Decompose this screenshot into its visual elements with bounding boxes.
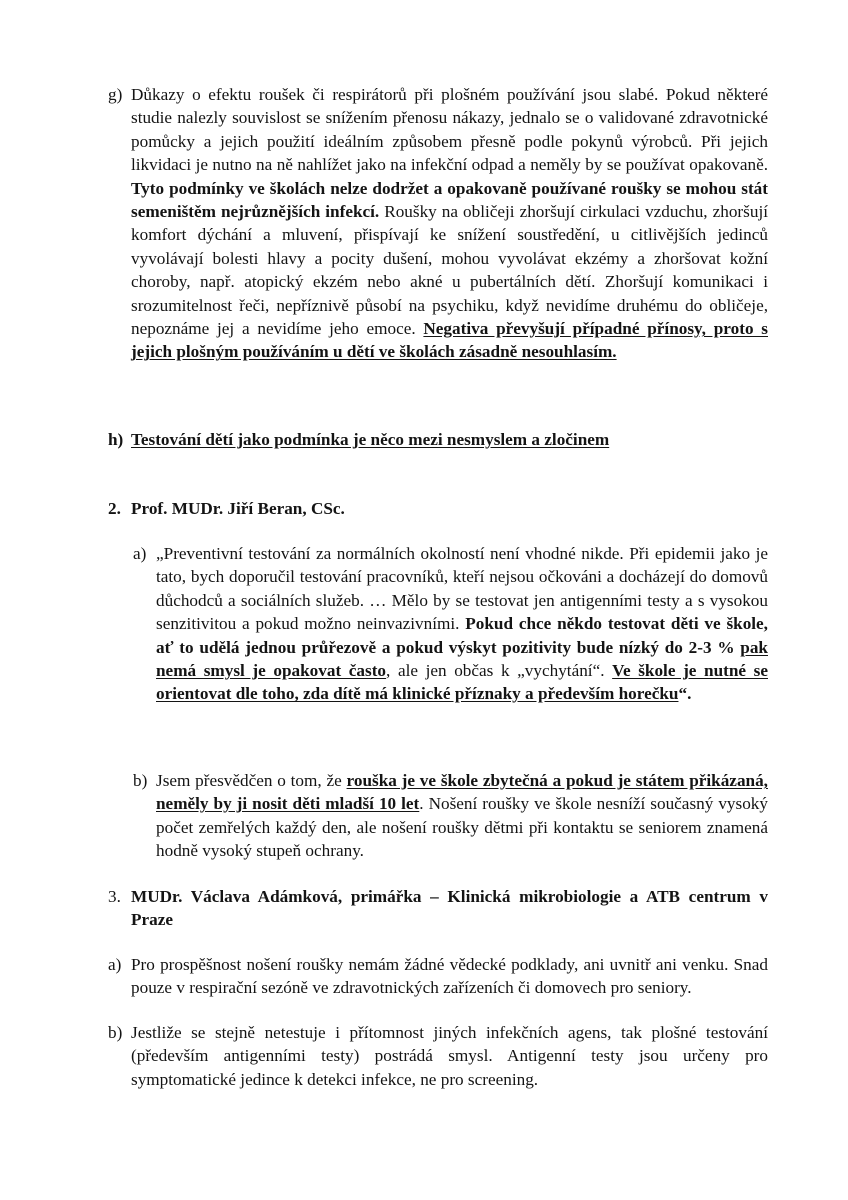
expert-3-item-a bbox=[108, 953, 768, 1000]
expert-2-item-a bbox=[133, 542, 768, 706]
section-g-text bbox=[131, 83, 768, 364]
section-h bbox=[108, 428, 768, 451]
section-g bbox=[108, 83, 768, 364]
text-run: Pokud chce někdo testovat děti ve škole, ať to udělá jednou průřezově a pokud výskyt pozitivity bude nízký do 2-3 % bbox=[156, 614, 768, 657]
text-run: pak nemá smysl je opakovat často bbox=[156, 637, 768, 681]
text-run: “. bbox=[678, 684, 692, 704]
expert-2-item-b-marker: b) bbox=[133, 771, 148, 790]
text-run: Negativa převyšují případné přínosy, proto s jejich plošným používáním u dětí ve školách zásadně nesouhlasím. bbox=[131, 319, 768, 362]
expert-3-item-a-marker: a) bbox=[108, 955, 122, 974]
text-run: rouška je ve škole zbytečná a pokud je státem přikázaná, neměly by ji nosit děti mladší 10 let bbox=[156, 771, 768, 814]
expert-3-item-b-marker: b) bbox=[108, 1023, 123, 1042]
text-run: . Nošení roušky ve škole nesníží současný vysoký počet zemřelých každý den, ale nošení roušky dětmi při kontaktu se seniorem znamená hodně vysoký stupeň ochrany. bbox=[156, 794, 768, 861]
expert-2-item-b bbox=[133, 769, 768, 863]
expert-2-item-b-text bbox=[156, 769, 768, 863]
text-run: „Preventivní testování za normálních okolností není vhodné nikde. Při epidemii jako je tato, bych doporučil testování pracovníků, kteří nejsou očkováni a docházejí do domovů důchodců a sociálních služeb. … Mělo by se testovat jen antigenními testy a s vysokou senzitivitou a pokud možno neinvazivními. bbox=[156, 544, 768, 634]
section-h-text: Testování dětí jako podmínka je něco mezi nesmyslem a zločinem bbox=[131, 430, 610, 449]
expert-2-heading bbox=[108, 497, 768, 520]
text-run: Roušky na obličeji zhoršují cirkulaci vzduchu, zhoršují komfort dýchání a mluvení, přispívají ke snížení soustředění, u citlivějších jedinců vyvolávají bolesti hlavy a pocity dušení, mohou vyvolávat ekzémy a zhoršovat kožní choroby, např. atopický ekzém nebo akné u pubertálních dětí. Zhoršují komunikaci i srozumitelnost řeči, nepříznivě působí na psychiku, když nevidíme druhému do obličeje, nepoznáme jej a nevidíme jeho emoce. bbox=[131, 202, 768, 339]
expert-3-name: MUDr. Václava Adámková, primářka – Klinická mikrobiologie a ATB centrum v Praze bbox=[131, 887, 768, 930]
expert-2-name: Prof. MUDr. Jiří Beran, CSc. bbox=[131, 499, 345, 518]
text-run: Jsem přesvědčen o tom, že bbox=[156, 771, 347, 790]
text-run: , ale jen občas k „vychytání“. bbox=[386, 661, 613, 681]
expert-2-number: 2. bbox=[108, 499, 121, 518]
expert-2-item-a-text bbox=[156, 542, 768, 706]
expert-3-item-b bbox=[108, 1021, 768, 1091]
text-run: Ve škole je nutné se orientovat dle toho, zda dítě má klinické příznaky a především horečku bbox=[156, 661, 768, 704]
expert-3-item-b-text: Jestliže se stejně netestuje i přítomnost jiných infekčních agens, tak plošné testování (především antigenními testy) postrádá smysl. Antigenní testy jsou určeny pro symptomatické jedince k detekci infekce, ne pro screening. bbox=[131, 1023, 768, 1089]
section-g-marker: g) bbox=[108, 85, 123, 104]
section-h-marker: h) bbox=[108, 430, 124, 449]
text-run: Důkazy o efektu roušek či respirátorů při plošném používání jsou slabé. Pokud některé studie nalezly souvislost se snížením přenosu nákazy, jednalo se o validované zdravotnické pomůcky a jejich použití ideálním způsobem přesně podle pokynů výrobců. Při jejich likvidaci je nutno na ně nahlížet jako na infekční odpad a neměly by se používat opakovaně. bbox=[131, 85, 768, 175]
expert-3-item-a-text: Pro prospěšnost nošení roušky nemám žádné vědecké podklady, ani uvnitř ani venku. Snad pouze v respirační sezóně ve zdravotnických zařízeních či domovech pro seniory. bbox=[131, 955, 768, 998]
expert-3-number: 3. bbox=[108, 887, 121, 906]
expert-3-heading bbox=[108, 885, 768, 932]
expert-2-item-a-marker: a) bbox=[133, 544, 147, 563]
text-run: Tyto podmínky ve školách nelze dodržet a opakovaně používané roušky se mohou stát semeništěm nejrůznějších infekcí. bbox=[131, 178, 768, 222]
